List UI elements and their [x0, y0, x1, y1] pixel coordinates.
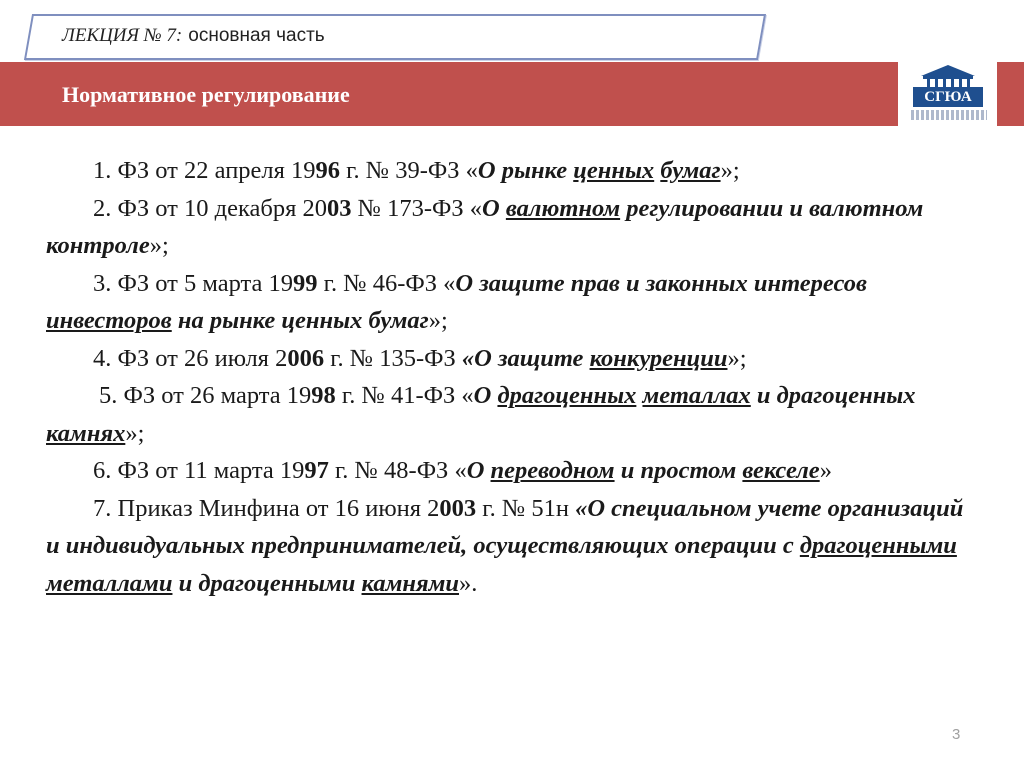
- regulation-list: [46, 152, 971, 602]
- section-banner-right: [997, 62, 1024, 126]
- regulation-item-7: 7. Приказ Минфина от 16 июня 2003 г. № 51н «О специальном учете организаций и индивидуальных предпринимателей, осуществляющих операции с драгоценными металлами и драгоценными камнями».: [46, 494, 964, 597]
- lecture-subtitle: основная часть: [188, 25, 325, 46]
- section-title: Нормативное регулирование: [62, 82, 350, 107]
- logo-caption: [911, 110, 987, 120]
- lecture-label: ЛЕКЦИЯ № 7:: [62, 25, 183, 46]
- logo-text: СГЮА: [913, 87, 983, 107]
- building-icon: [905, 62, 991, 88]
- regulation-item-4: 4. ФЗ от 26 июля 2006 г. № 135-ФЗ «О защите конкуренции»;: [93, 344, 747, 372]
- page-number: 3: [952, 726, 961, 743]
- regulation-item-1: 1. ФЗ от 22 апреля 1996 г. № 39-ФЗ «О рынке ценных бумаг»;: [93, 157, 740, 184]
- university-logo: [905, 62, 991, 126]
- regulation-item-5: 5. ФЗ от 26 марта 1998 г. № 41-ФЗ «О драгоценных металлах и драгоценных камнях»;: [46, 382, 916, 447]
- lecture-title: [62, 25, 325, 47]
- regulation-item-3: 3. ФЗ от 5 марта 1999 г. № 46-ФЗ «О защите прав и законных интересов инвесторов на рынке ценных бумаг»;: [46, 269, 867, 334]
- regulation-item-6: 6. ФЗ от 11 марта 1997 г. № 48-ФЗ «О переводном и простом векселе»: [93, 457, 832, 484]
- regulation-item-2: 2. ФЗ от 10 декабря 2003 № 173-ФЗ «О валютном регулировании и валютном контроле»;: [46, 194, 924, 259]
